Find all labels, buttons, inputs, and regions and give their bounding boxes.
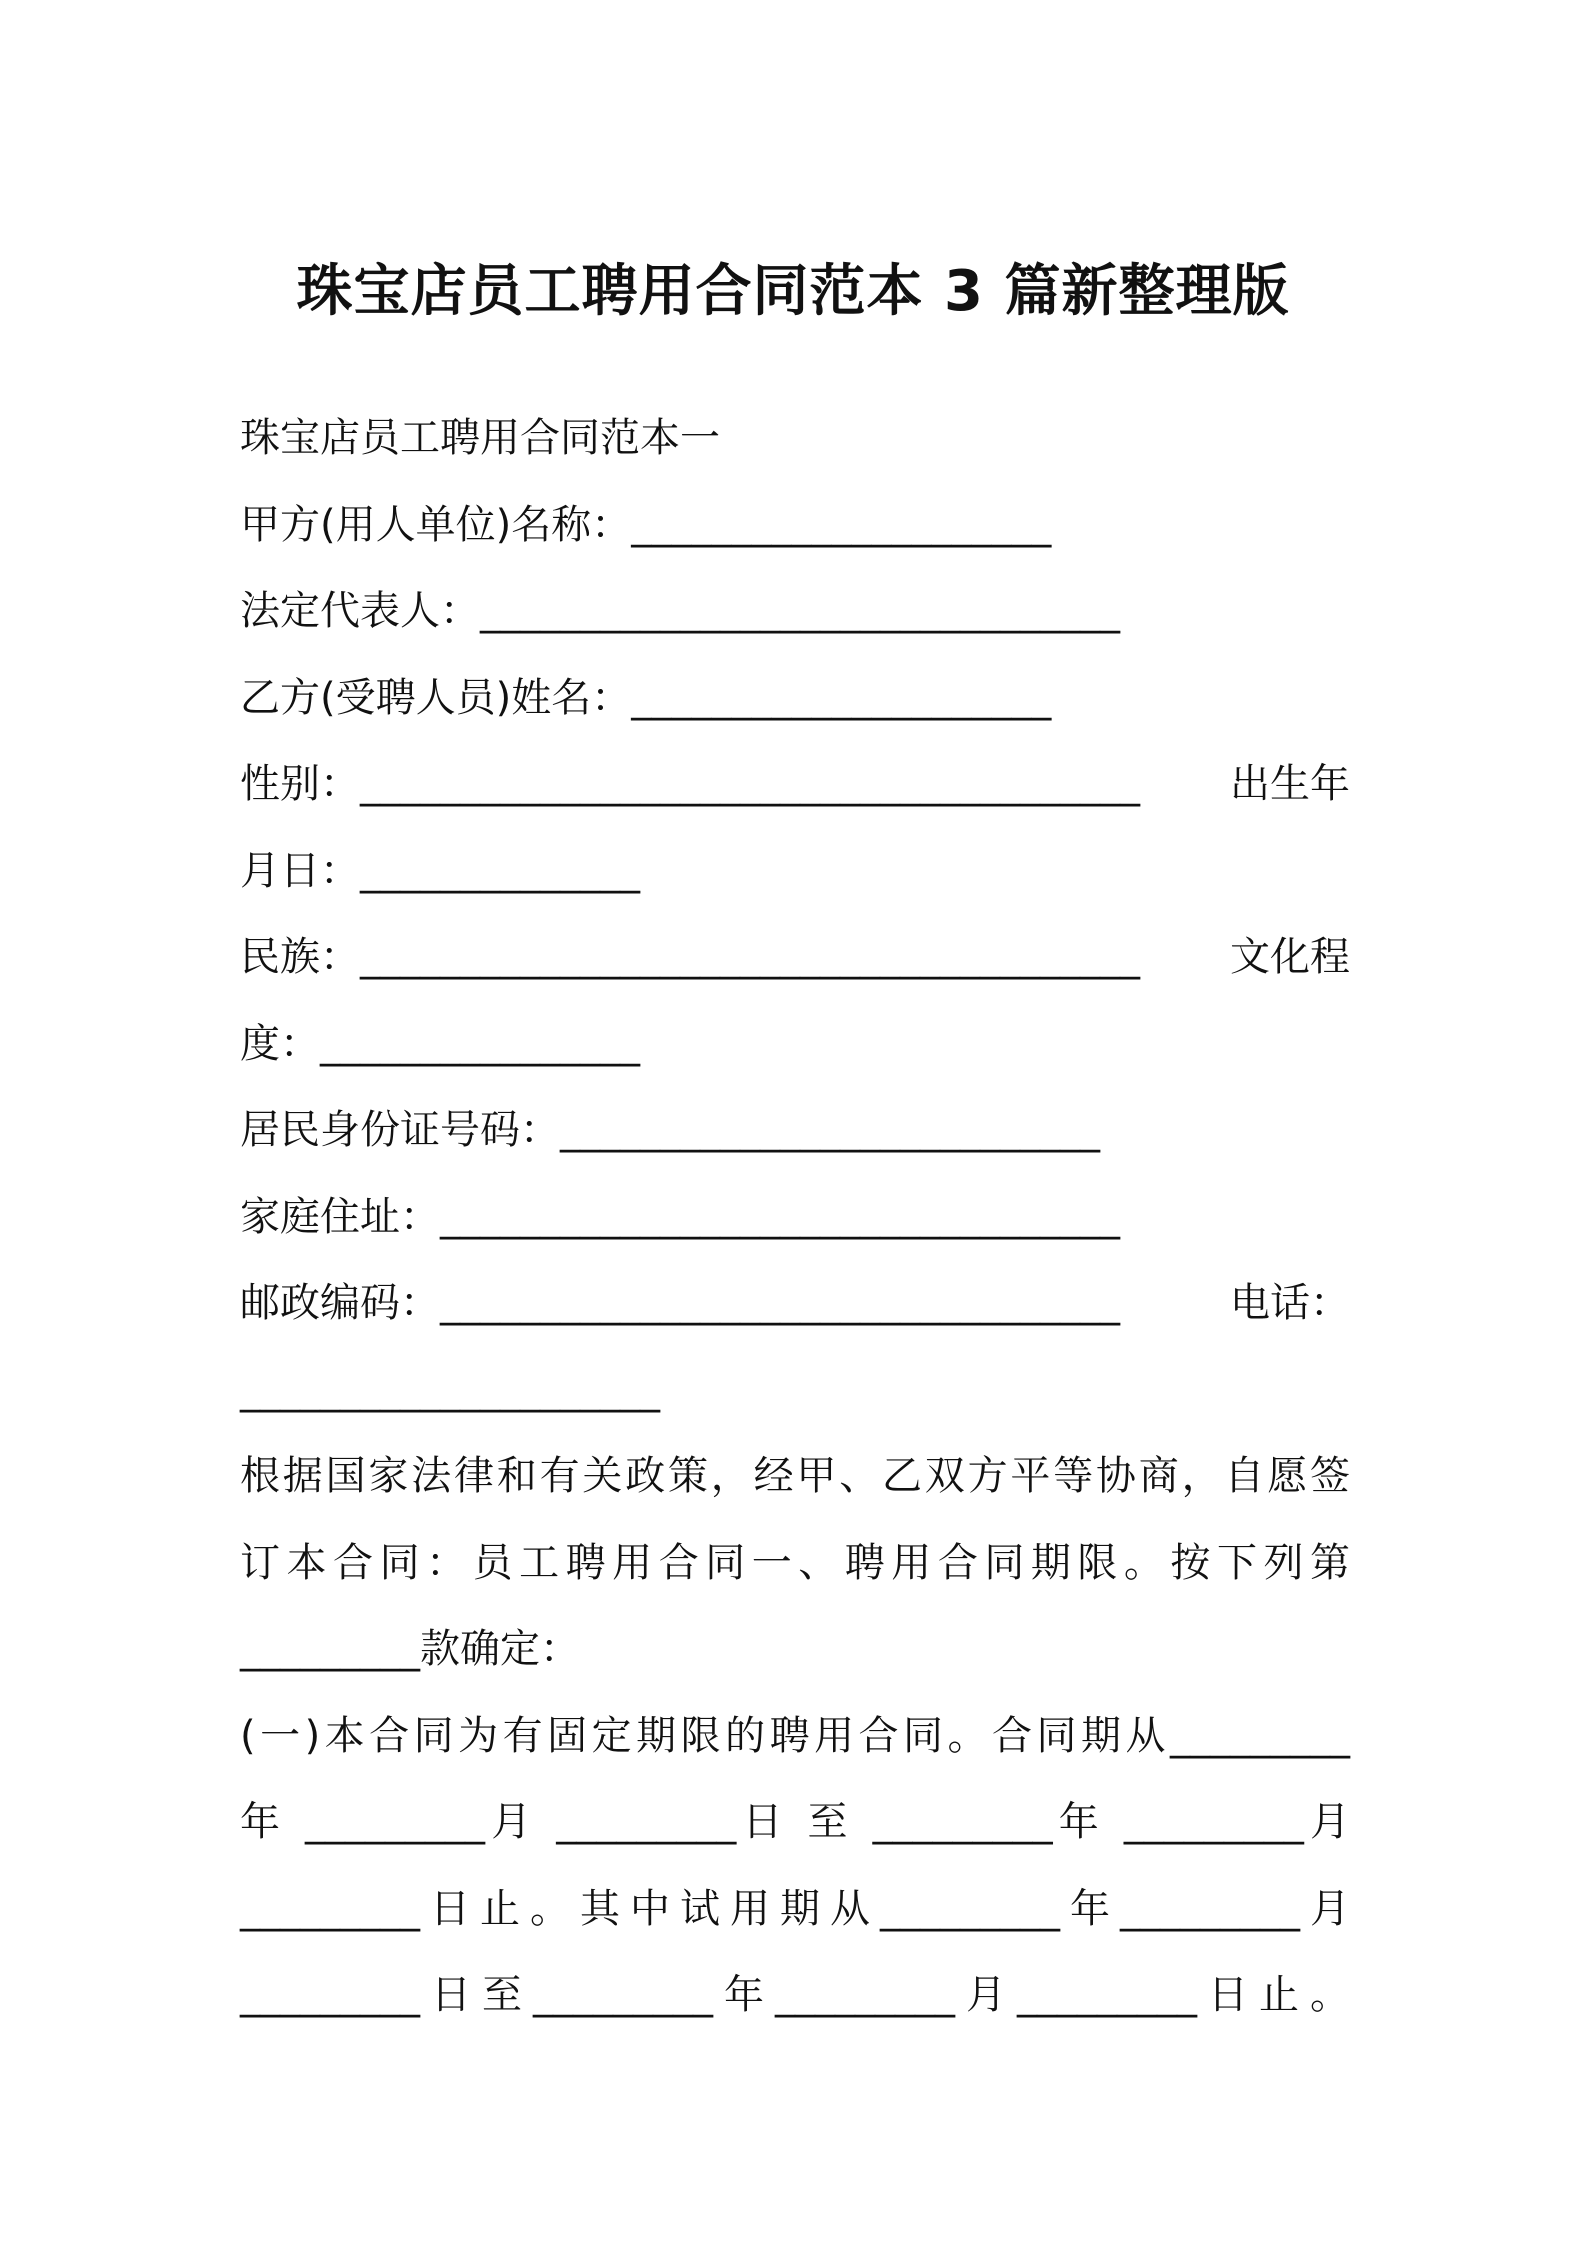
education-field: 度：________________ xyxy=(240,1021,640,1067)
body-paragraph-line: _________款确定： xyxy=(240,1626,580,1672)
section-heading: 珠宝店员工聘用合同范本一 xyxy=(240,415,720,461)
body-paragraph-line: 根据国家法律和有关政策，经甲、乙双方平等协商，自愿签 xyxy=(240,1453,1350,1499)
birth-date-field: 月日：______________ xyxy=(240,848,640,894)
gender-field: 性别：_______________________________________ xyxy=(240,761,1140,807)
body-paragraph-line: 订本合同：员工聘用合同一、聘用合同期限。按下列第 xyxy=(240,1540,1350,1586)
phone-label: 电话： xyxy=(1230,1280,1350,1326)
postal-code-field: 邮政编码：__________________________________ xyxy=(240,1280,1120,1326)
contract-term-line: _________日至_________年_________月_________日止。 xyxy=(240,1972,1350,2018)
party-b-name-field: 乙方(受聘人员)姓名：_____________________ xyxy=(240,675,1052,721)
home-address-field: 家庭住址：__________________________________ xyxy=(240,1194,1120,1240)
ethnicity-field: 民族：_______________________________________ xyxy=(240,934,1140,980)
ethnicity-row xyxy=(240,929,1350,985)
education-label-start: 文化程 xyxy=(1230,934,1350,980)
postal-code-row xyxy=(240,1275,1350,1331)
party-a-name-field: 甲方(用人单位)名称：_____________________ xyxy=(240,502,1052,548)
id-number-field: 居民身份证号码：___________________________ xyxy=(240,1107,1100,1153)
contract-term-line: 年 _________月 _________日 至 _________年 _________月 xyxy=(240,1799,1350,1845)
gender-row xyxy=(240,756,1350,812)
birth-date-label-start: 出生年 xyxy=(1230,761,1350,807)
contract-term-line: (一)本合同为有固定期限的聘用合同。合同期从_________ xyxy=(240,1713,1350,1759)
document-title: 珠宝店员工聘用合同范本 3 篇新整理版 xyxy=(296,259,1290,324)
phone-field: _____________________ xyxy=(240,1367,660,1413)
contract-term-line: _________日止。其中试用期从_________年_________月 xyxy=(240,1886,1350,1932)
legal-representative-field: 法定代表人：________________________________ xyxy=(240,588,1120,634)
